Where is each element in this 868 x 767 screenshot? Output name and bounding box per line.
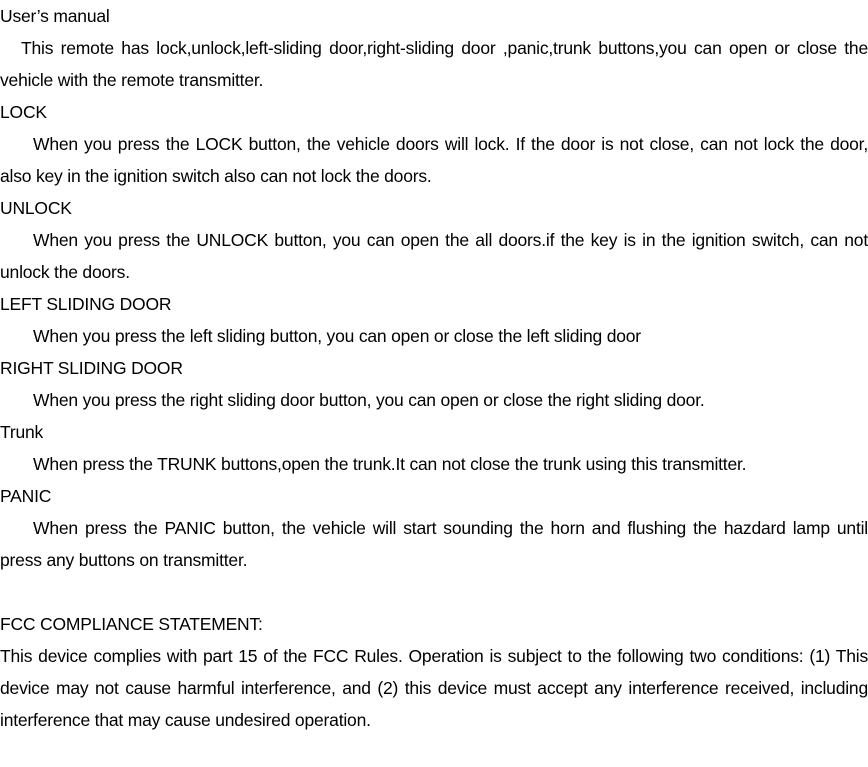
- section-heading-panic: PANIC: [0, 486, 52, 506]
- blank-line: [0, 576, 868, 608]
- section-body-right-sliding-door: When you press the right sliding door button, you can open or close the right sliding door.: [33, 390, 705, 410]
- section-heading-unlock: UNLOCK: [0, 198, 72, 218]
- section-heading-trunk: Trunk: [0, 422, 44, 442]
- intro-paragraph: This remote has lock,unlock,left-sliding door,right-sliding door ,panic,trunk buttons,you can open or close the vehicle with the remote transmitter.: [0, 38, 868, 90]
- fcc-statement: This device complies with part 15 of the FCC Rules. Operation is subject to the following two conditions: (1) This device may not cause harmful interference, and (2) this device must accept any interference received, including interference that may cause undesired operation.: [0, 646, 868, 730]
- section-body-left-sliding-door: When you press the left sliding button, you can open or close the left sliding door: [33, 326, 641, 346]
- section-heading-right-sliding-door: RIGHT SLIDING DOOR: [0, 358, 183, 378]
- section-heading-left-sliding-door: LEFT SLIDING DOOR: [0, 294, 172, 314]
- document-title: User’s manual: [0, 6, 110, 26]
- section-body-panic: When press the PANIC button, the vehicle will start sounding the horn and flushing the hazdard lamp until press any buttons on transmitter.: [0, 518, 868, 570]
- section-heading-lock: LOCK: [0, 102, 47, 122]
- section-body-trunk: When press the TRUNK buttons,open the trunk.It can not close the trunk using this transmitter.: [33, 454, 747, 474]
- fcc-heading: FCC COMPLIANCE STATEMENT:: [0, 614, 263, 634]
- section-body-lock: When you press the LOCK button, the vehicle doors will lock. If the door is not close, can not lock the door, also key in the ignition switch also can not lock the doors.: [0, 134, 868, 186]
- section-body-unlock: When you press the UNLOCK button, you can open the all doors.if the key is in the ignition switch, can not unlock the doors.: [0, 230, 868, 282]
